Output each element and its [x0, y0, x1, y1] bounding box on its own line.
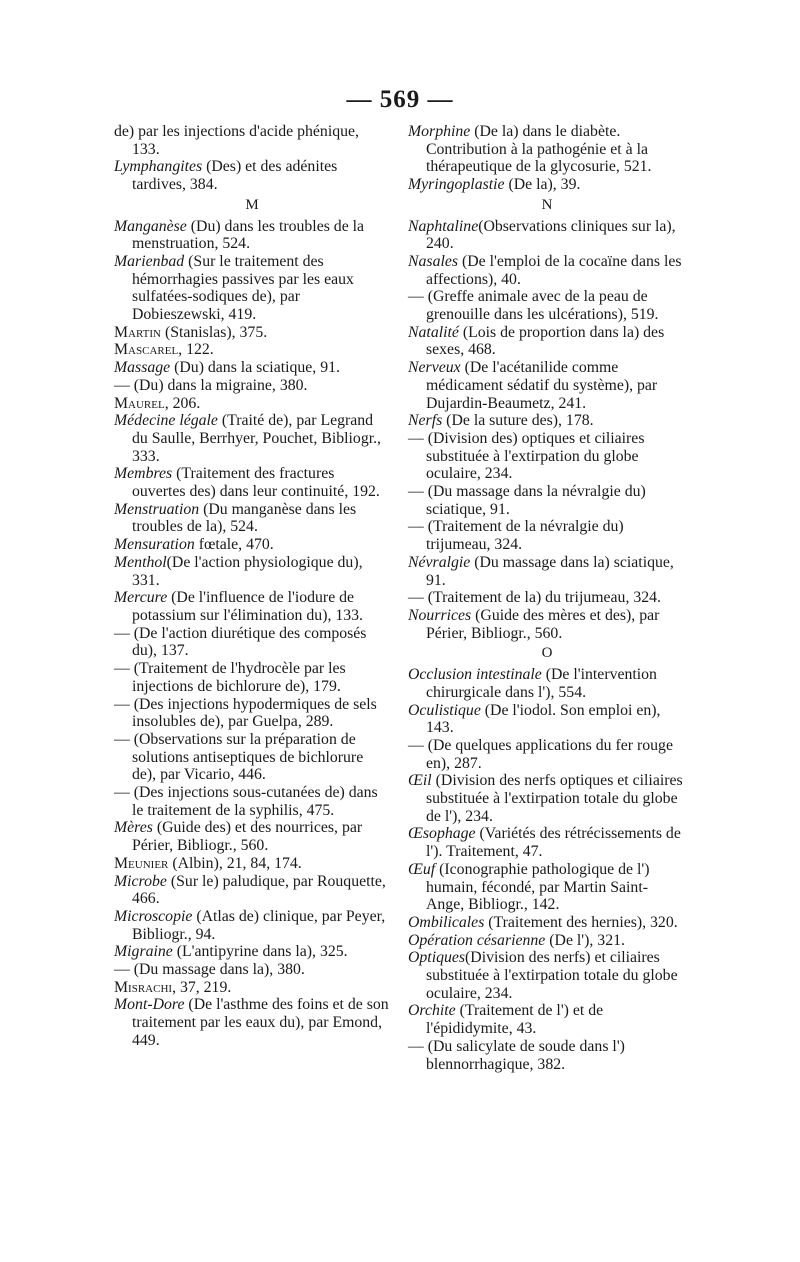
entry-text: (Traitement des hernies), 320. [484, 913, 678, 931]
entry-text: — (Observations sur la préparation de solutions antiseptiques de bichlorure de), par Vicario, 446. [114, 730, 364, 784]
index-entry [114, 819, 390, 854]
index-entry [408, 1038, 686, 1073]
index-entry [408, 288, 686, 323]
index-entry [114, 158, 390, 193]
entry-text: — (Greffe animale avec de la peau de grenouille dans les ulcérations), 519. [408, 288, 659, 324]
index-entry [114, 979, 390, 997]
entry-heading: Misrachi [114, 978, 173, 996]
index-entry [114, 501, 390, 536]
entry-text: — (Du) dans la migraine, 380. [114, 376, 308, 394]
index-entry [114, 873, 390, 908]
entry-heading: Médecine légale [114, 412, 218, 430]
index-entry [114, 465, 390, 500]
index-entry [408, 1002, 686, 1037]
index-entry [114, 908, 390, 943]
entry-heading: Migraine [114, 943, 173, 961]
entry-text: — (Traitement de la) du trijumeau, 324. [408, 589, 661, 607]
entry-heading: Massage [114, 359, 171, 377]
entry-heading: Oculistique [408, 701, 481, 719]
entry-heading: Nasales [408, 252, 459, 270]
entry-heading: Mères [114, 819, 153, 837]
page-number: — 569 — [346, 86, 454, 113]
entry-text: (Du) dans les troubles de la menstruation, 524. [132, 217, 365, 253]
index-entry [114, 253, 390, 324]
entry-text: (Traitement de l') et de l'épididymite, 43. [426, 1002, 604, 1038]
entry-heading: Meunier [114, 854, 169, 872]
entry-heading: Membres [114, 465, 173, 483]
entry-text: fœtale, 470. [194, 536, 274, 554]
entry-heading: Morphine [408, 123, 471, 140]
entry-heading: Manganèse [114, 217, 187, 235]
index-entry [114, 660, 390, 695]
entry-text: — (Du massage dans la névralgie du) sciatique, 91. [408, 483, 646, 518]
entry-text: (De la suture des), 178. [442, 412, 594, 430]
entry-text: — (Division des) optiques et ciliaires substituée à l'extirpation du globe oculaire, 234. [408, 429, 645, 483]
index-entry [408, 430, 686, 483]
entry-text: , 122. [178, 341, 214, 359]
section-letter: M [245, 196, 259, 213]
entry-heading: Menstruation [114, 500, 200, 518]
entry-heading: Œil [408, 772, 432, 790]
entry-heading: Névralgie [408, 553, 471, 571]
entry-text: (Iconographie pathologique de l') humain, fécondé, par Martin Saint-Ange, Bibliogr., 142. [426, 860, 650, 914]
entry-text: (De l'), 321. [545, 931, 625, 949]
index-entry [408, 176, 686, 194]
index-entry [408, 772, 686, 825]
entry-text: (Variétés des rétrécissements de l'). Traitement, 47. [426, 825, 681, 861]
entry-text: (De l'influence de l'iodure de potassium sur l'élimination du), 133. [132, 589, 364, 624]
index-entry [114, 395, 390, 413]
index-entry [114, 377, 390, 395]
index-entry [408, 324, 686, 359]
entry-heading: Marienbad [114, 252, 185, 270]
entry-heading: Microscopie [114, 907, 193, 925]
entry-text: (Guide des) et des nourrices, par Périer, Bibliogr., 560. [132, 819, 363, 855]
entry-heading: Mensuration [114, 536, 195, 554]
entry-text: (De la) dans le diabète. Contribution à la pathogénie et à la thérapeutique de la glycosurie, 521. [426, 123, 652, 176]
entry-heading: Occlusion intestinale [408, 666, 542, 684]
index-entry [408, 412, 686, 430]
entry-text: — (Du massage dans la), 380. [114, 961, 305, 979]
entry-heading: Natalité [408, 323, 459, 341]
entry-heading: Opération césarienne [408, 931, 546, 949]
entry-heading: Mascarel [114, 341, 179, 359]
entry-heading: Lymphangites [114, 158, 203, 176]
entry-text: (Traitement des fractures ouvertes des) dans leur continuité, 192. [132, 465, 380, 501]
entry-text: — (Des injections hypodermiques de sels insolubles de), par Guelpa, 289. [114, 695, 377, 731]
entry-heading: Mercure [114, 589, 168, 607]
index-entry [408, 825, 686, 860]
entry-heading: Martin [114, 323, 161, 341]
entry-heading: Maurel [114, 394, 165, 412]
entry-text: de) par les injections d'acide phénique, 133. [114, 123, 359, 158]
entry-heading: Ombilicales [408, 913, 485, 931]
entry-text: (L'antipyrine dans la), 325. [172, 943, 348, 961]
index-column-right [408, 123, 686, 1073]
index-entry [114, 625, 390, 660]
index-entry [408, 554, 686, 589]
entry-text: (De l'acétanilide comme médicament sédatif du système), par Dujardin-Beaumetz, 241. [426, 359, 658, 412]
entry-heading: Menthol [114, 553, 167, 571]
entry-text: (Stanislas), 375. [161, 323, 268, 341]
entry-text: (De l'action physiologique du), 331. [132, 553, 363, 589]
entry-text: (Du massage dans la) sciatique, 91. [426, 553, 674, 589]
index-entry [114, 554, 390, 589]
index-entry [408, 737, 686, 772]
index-entry [114, 324, 390, 342]
entry-heading: Orchite [408, 1002, 456, 1020]
entry-text: (Albin), 21, 84, 174. [168, 854, 302, 872]
index-entry [408, 518, 686, 553]
entry-text: (De l'iodol. Son emploi en), 143. [426, 701, 661, 737]
index-entry [408, 932, 686, 950]
entry-heading: Nourrices [408, 606, 472, 624]
entry-text: — (Des injections sous-cutanées de) dans le traitement de la syphilis, 475. [114, 784, 378, 819]
index-entry [114, 784, 390, 819]
entry-text: (Du manganèse dans les troubles de la), 524. [132, 500, 357, 536]
index-entry [114, 218, 390, 253]
index-entry [114, 341, 390, 359]
index-entry [114, 731, 390, 784]
index-entry [408, 483, 686, 518]
entry-text: (De l'emploi de la cocaïne dans les affections), 40. [426, 252, 682, 288]
entry-heading: Nerveux [408, 359, 461, 377]
index-entry [408, 253, 686, 288]
entry-text: — (De quelques applications du fer rouge en), 287. [408, 736, 673, 772]
index-entry [408, 861, 686, 914]
section-letter: O [541, 645, 553, 662]
index-entry [114, 996, 390, 1049]
index-entry [408, 218, 686, 253]
entry-text: (Des) et des adénites tardives, 384. [132, 158, 338, 194]
index-entry [408, 589, 686, 607]
entry-text: (Division des nerfs) et ciliaires substituée à l'extirpation totale du globe oculaire, 234. [426, 949, 678, 1002]
entry-text: (Division des nerfs optiques et ciliaires substituée à l'extirpation totale du globe de l'), 234. [426, 772, 683, 825]
index-entry [114, 855, 390, 873]
entry-text: — (De l'action diurétique des composés du), 137. [114, 624, 367, 660]
index-entry [114, 589, 390, 624]
entry-text: , 37, 219. [172, 978, 232, 996]
index-entry [408, 702, 686, 737]
index-entry [408, 914, 686, 932]
entry-heading: Mont-Dore [114, 996, 185, 1014]
index-entry [114, 412, 390, 465]
index-entry [114, 943, 390, 961]
entry-text: (Sur le traitement des hémorrhagies passives par les eaux sulfatées-sodiques de), par Dobieszewski, 419. [132, 252, 354, 324]
index-entry [408, 123, 686, 176]
entry-text: (Atlas de) clinique, par Peyer, Bibliogr., 94. [132, 907, 386, 943]
entry-text: — (Traitement de la névralgie du) trijumeau, 324. [408, 518, 624, 554]
index-entry [114, 696, 390, 731]
entry-text: (Observations cliniques sur la), 240. [426, 217, 676, 253]
index-entry [408, 607, 686, 642]
index-entry [114, 536, 390, 554]
entry-heading: Naphtaline [408, 217, 479, 235]
index-entry [114, 359, 390, 377]
index-entry [114, 961, 390, 979]
entry-heading: Œsophage [408, 825, 476, 843]
entry-heading: Microbe [114, 872, 167, 890]
entry-text: (De l'intervention chirurgicale dans l'), 554. [426, 666, 657, 701]
entry-heading: Œuf [408, 860, 436, 878]
index-entry [408, 949, 686, 1002]
entry-heading: Nerfs [408, 412, 443, 430]
entry-text: (De la), 39. [504, 176, 581, 194]
entry-text: — (Du salicylate de soude dans l') blennorrhagique, 382. [408, 1037, 625, 1073]
index-entry [114, 123, 390, 158]
entry-text: (De l'asthme des foins et de son traitement par les eaux du), par Emond, 449. [132, 996, 389, 1049]
entry-text: (Du) dans la sciatique, 91. [170, 359, 340, 377]
section-letter: N [541, 196, 553, 213]
entry-heading: Myringoplastie [408, 176, 505, 194]
entry-text: (Traité de), par Legrand du Saulle, Berrhyer, Pouchet, Bibliogr., 333. [132, 412, 382, 465]
entry-text: (Lois de proportion dans la) des sexes, 468. [426, 323, 665, 359]
entry-text: (Sur le) paludique, par Rouquette, 466. [132, 872, 386, 908]
entry-heading: Optiques [408, 949, 466, 967]
index-entry [408, 666, 686, 701]
entry-text: — (Traitement de l'hydrocèle par les injections de bichlorure de), 179. [114, 660, 346, 695]
entry-text: , 206. [164, 394, 201, 412]
index-entry [408, 359, 686, 412]
entry-text: (Guide des mères et des), par Périer, Bibliogr., 560. [426, 606, 660, 642]
index-column-left [114, 123, 390, 1050]
